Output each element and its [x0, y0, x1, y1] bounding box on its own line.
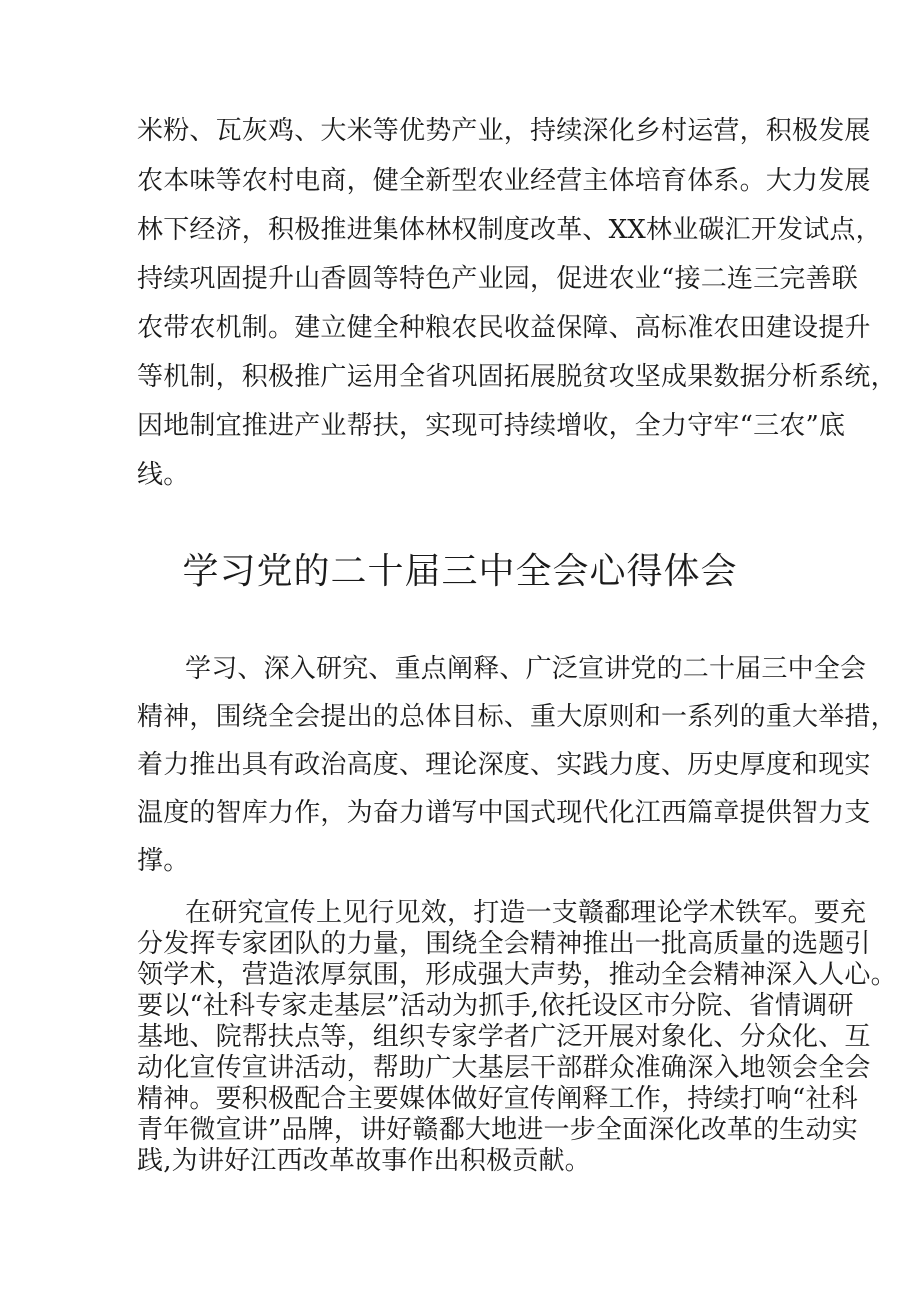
- text-line: 精神，围绕全会提出的总体目标、重大原则和一系列的重大举措，: [137, 702, 897, 732]
- text-line: 学习、深入研究、重点阐释、广泛宣讲党的二十届三中全会: [185, 654, 867, 684]
- text-line: 动化宣传宣讲活动，帮助广大基层干部群众准确深入地领会全会: [137, 1053, 871, 1083]
- text-line: 林下经济，积极推进集体林权制度改革、XX林业碳汇开发试点，: [137, 215, 882, 245]
- text-line: 农带农机制。建立健全种粮农民收益保障、高标准农田建设提升: [137, 313, 871, 343]
- text-line: 温度的智库力作，为奋力谱写中国式现代化江西篇章提供智力支: [137, 798, 871, 828]
- text-line: 领学术，营造浓厚氛围，形成强大声势，推动全会精神深入人心。: [137, 960, 897, 990]
- text-line: 线。: [137, 460, 190, 490]
- text-line: 持续巩固提升山香圆等特色产业园，促进农业“接二连三完善联: [137, 264, 858, 294]
- text-line: 米粉、瓦灰鸡、大米等优势产业，持续深化乡村运营，积极发展: [137, 116, 871, 146]
- text-line: 精神。要积极配合主要媒体做好宣传阐释工作，持续打响“社科: [137, 1084, 858, 1114]
- text-line: 青年微宣讲”品牌，讲好赣鄱大地进一步全面深化改革的生动实: [137, 1115, 858, 1145]
- text-line: 分发挥专家团队的力量，围绕全会精神推出一批高质量的选题引: [137, 929, 871, 959]
- text-line: 等机制，积极推广运用全省巩固拓展脱贫攻坚成果数据分析系统，: [137, 362, 897, 392]
- section-title: 学习党的二十届三中全会心得体会: [182, 551, 738, 592]
- text-line: 践,为讲好江西改革故事作出积极贡献。: [137, 1146, 591, 1176]
- text-line: 撑。: [137, 846, 190, 876]
- text-line: 要以“社科专家走基层”活动为抓手,依托设区市分院、省情调研: [137, 991, 854, 1021]
- text-line: 因地制宜推进产业帮扶，实现可持续增收，全力守牢“三农”底: [137, 411, 846, 441]
- text-line: 着力推出具有政治高度、理论深度、实践力度、历史厚度和现实: [137, 750, 871, 780]
- text-line: 农本味等农村电商，健全新型农业经营主体培育体系。大力发展: [137, 166, 871, 196]
- text-line: 在研究宣传上见行见效，打造一支赣鄱理论学术铁军。要充: [185, 898, 867, 928]
- text-line: 基地、院帮扶点等，组织专家学者广泛开展对象化、分众化、互: [137, 1022, 871, 1052]
